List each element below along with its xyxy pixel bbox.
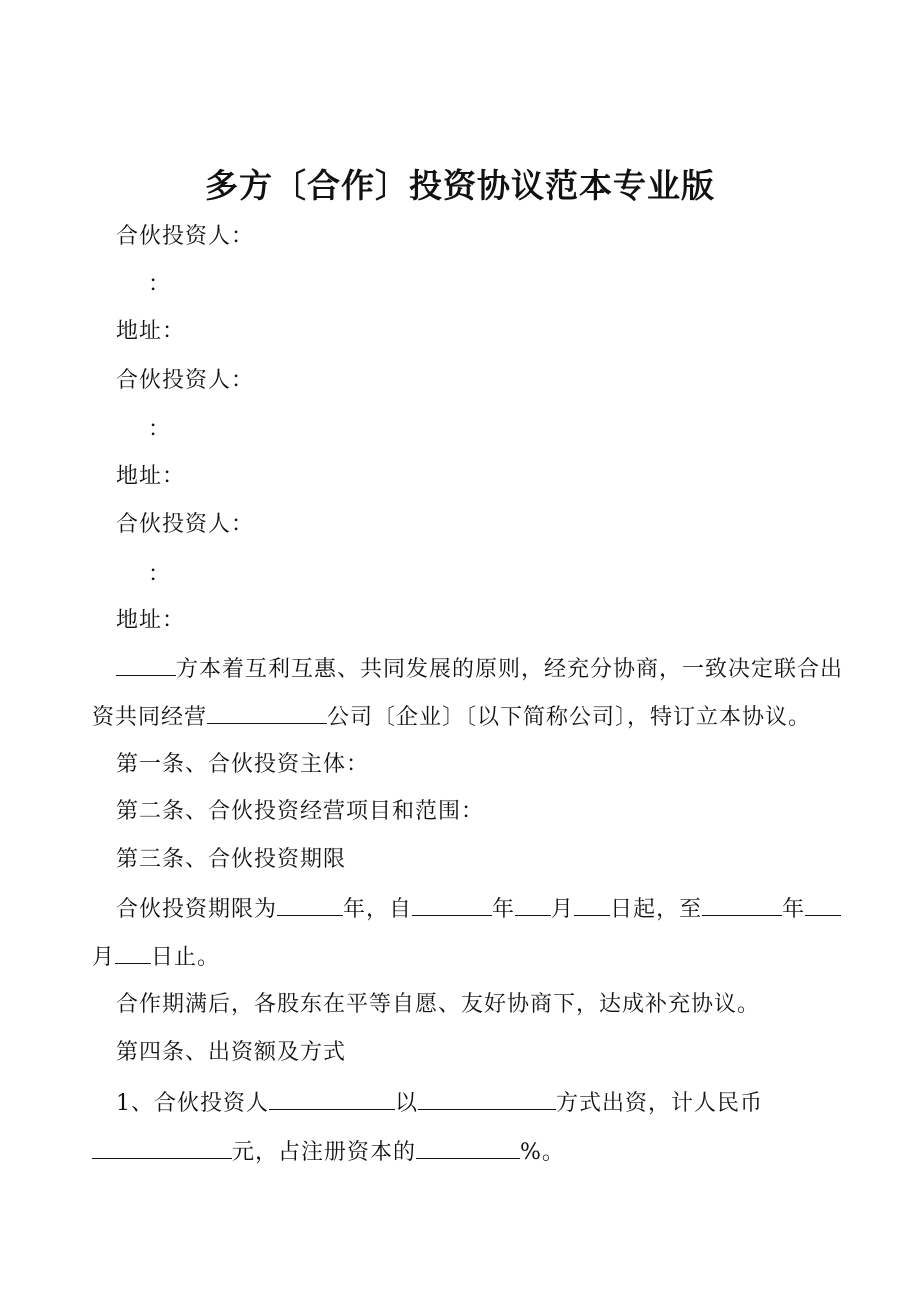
blank-end-day [115, 943, 151, 964]
blank-company-name [207, 703, 327, 724]
party-3-address: 地址： [116, 608, 186, 633]
term-text-a: 合伙投资期限为 [116, 897, 278, 922]
preamble-line-1 [116, 655, 843, 685]
article-2-heading: 第二条、合伙投资经营项目和范围： [116, 799, 485, 824]
party-2-colon: ： [148, 417, 172, 442]
blank-investor-name [269, 1089, 395, 1110]
article-3-heading: 第三条、合伙投资期限 [116, 847, 347, 872]
preamble-text-1: 方本着互利互惠、共同发展的原则，经充分协商，一致决定联合出 [176, 657, 844, 682]
blank-start-year [412, 895, 492, 916]
term-line-2 [92, 943, 220, 973]
contribution-line-2 [92, 1138, 565, 1168]
contribution-text-d: 元，占注册资本的 [232, 1140, 417, 1165]
blank-amount-rmb [92, 1138, 232, 1159]
term-text-h: 日止。 [151, 945, 221, 970]
party-3-label: 合伙投资人： [116, 512, 255, 537]
blank-start-month [515, 895, 551, 916]
party-1-colon: ： [148, 272, 172, 297]
party-1-address: 地址： [116, 319, 186, 344]
party-2-address: 地址： [116, 464, 186, 489]
term-text-g: 月 [92, 945, 116, 970]
term-text-b: 年，自 [343, 897, 413, 922]
blank-percentage [416, 1138, 520, 1159]
contribution-text-c: 方式出资，计人民币 [556, 1091, 764, 1116]
blank-end-year [702, 895, 782, 916]
article-4-heading: 第四条、出资额及方式 [116, 1040, 347, 1065]
blank-start-day [574, 895, 610, 916]
blank-contribution-method [418, 1089, 556, 1110]
contribution-text-a: 1、合伙投资人 [116, 1091, 269, 1116]
preamble-text-2b: 公司〔企业〕〔以下简称公司〕，特订立本协议。 [327, 705, 812, 730]
term-text-d: 月 [551, 897, 575, 922]
blank-party-count [116, 655, 176, 676]
blank-term-years [277, 895, 343, 916]
preamble-text-2a: 资共同经营 [92, 705, 208, 730]
term-text-c: 年 [492, 897, 516, 922]
contribution-text-e: %。 [520, 1140, 565, 1165]
article-1-heading: 第一条、合伙投资主体： [116, 752, 370, 777]
party-3-colon: ： [148, 562, 172, 587]
renewal-clause: 合作期满后，各股东在平等自愿、友好协商下，达成补充协议。 [116, 992, 761, 1017]
term-text-e: 日起，至 [610, 897, 703, 922]
document-title: 多方〔合作〕投资协议范本专业版 [205, 166, 715, 205]
preamble-line-2 [92, 703, 811, 733]
contribution-line-1 [116, 1089, 763, 1119]
party-1-label: 合伙投资人： [116, 224, 255, 249]
blank-end-month [805, 895, 841, 916]
contribution-text-b: 以 [395, 1091, 419, 1116]
party-2-label: 合伙投资人： [116, 368, 255, 393]
term-text-f: 年 [782, 897, 806, 922]
term-line-1 [116, 895, 841, 925]
